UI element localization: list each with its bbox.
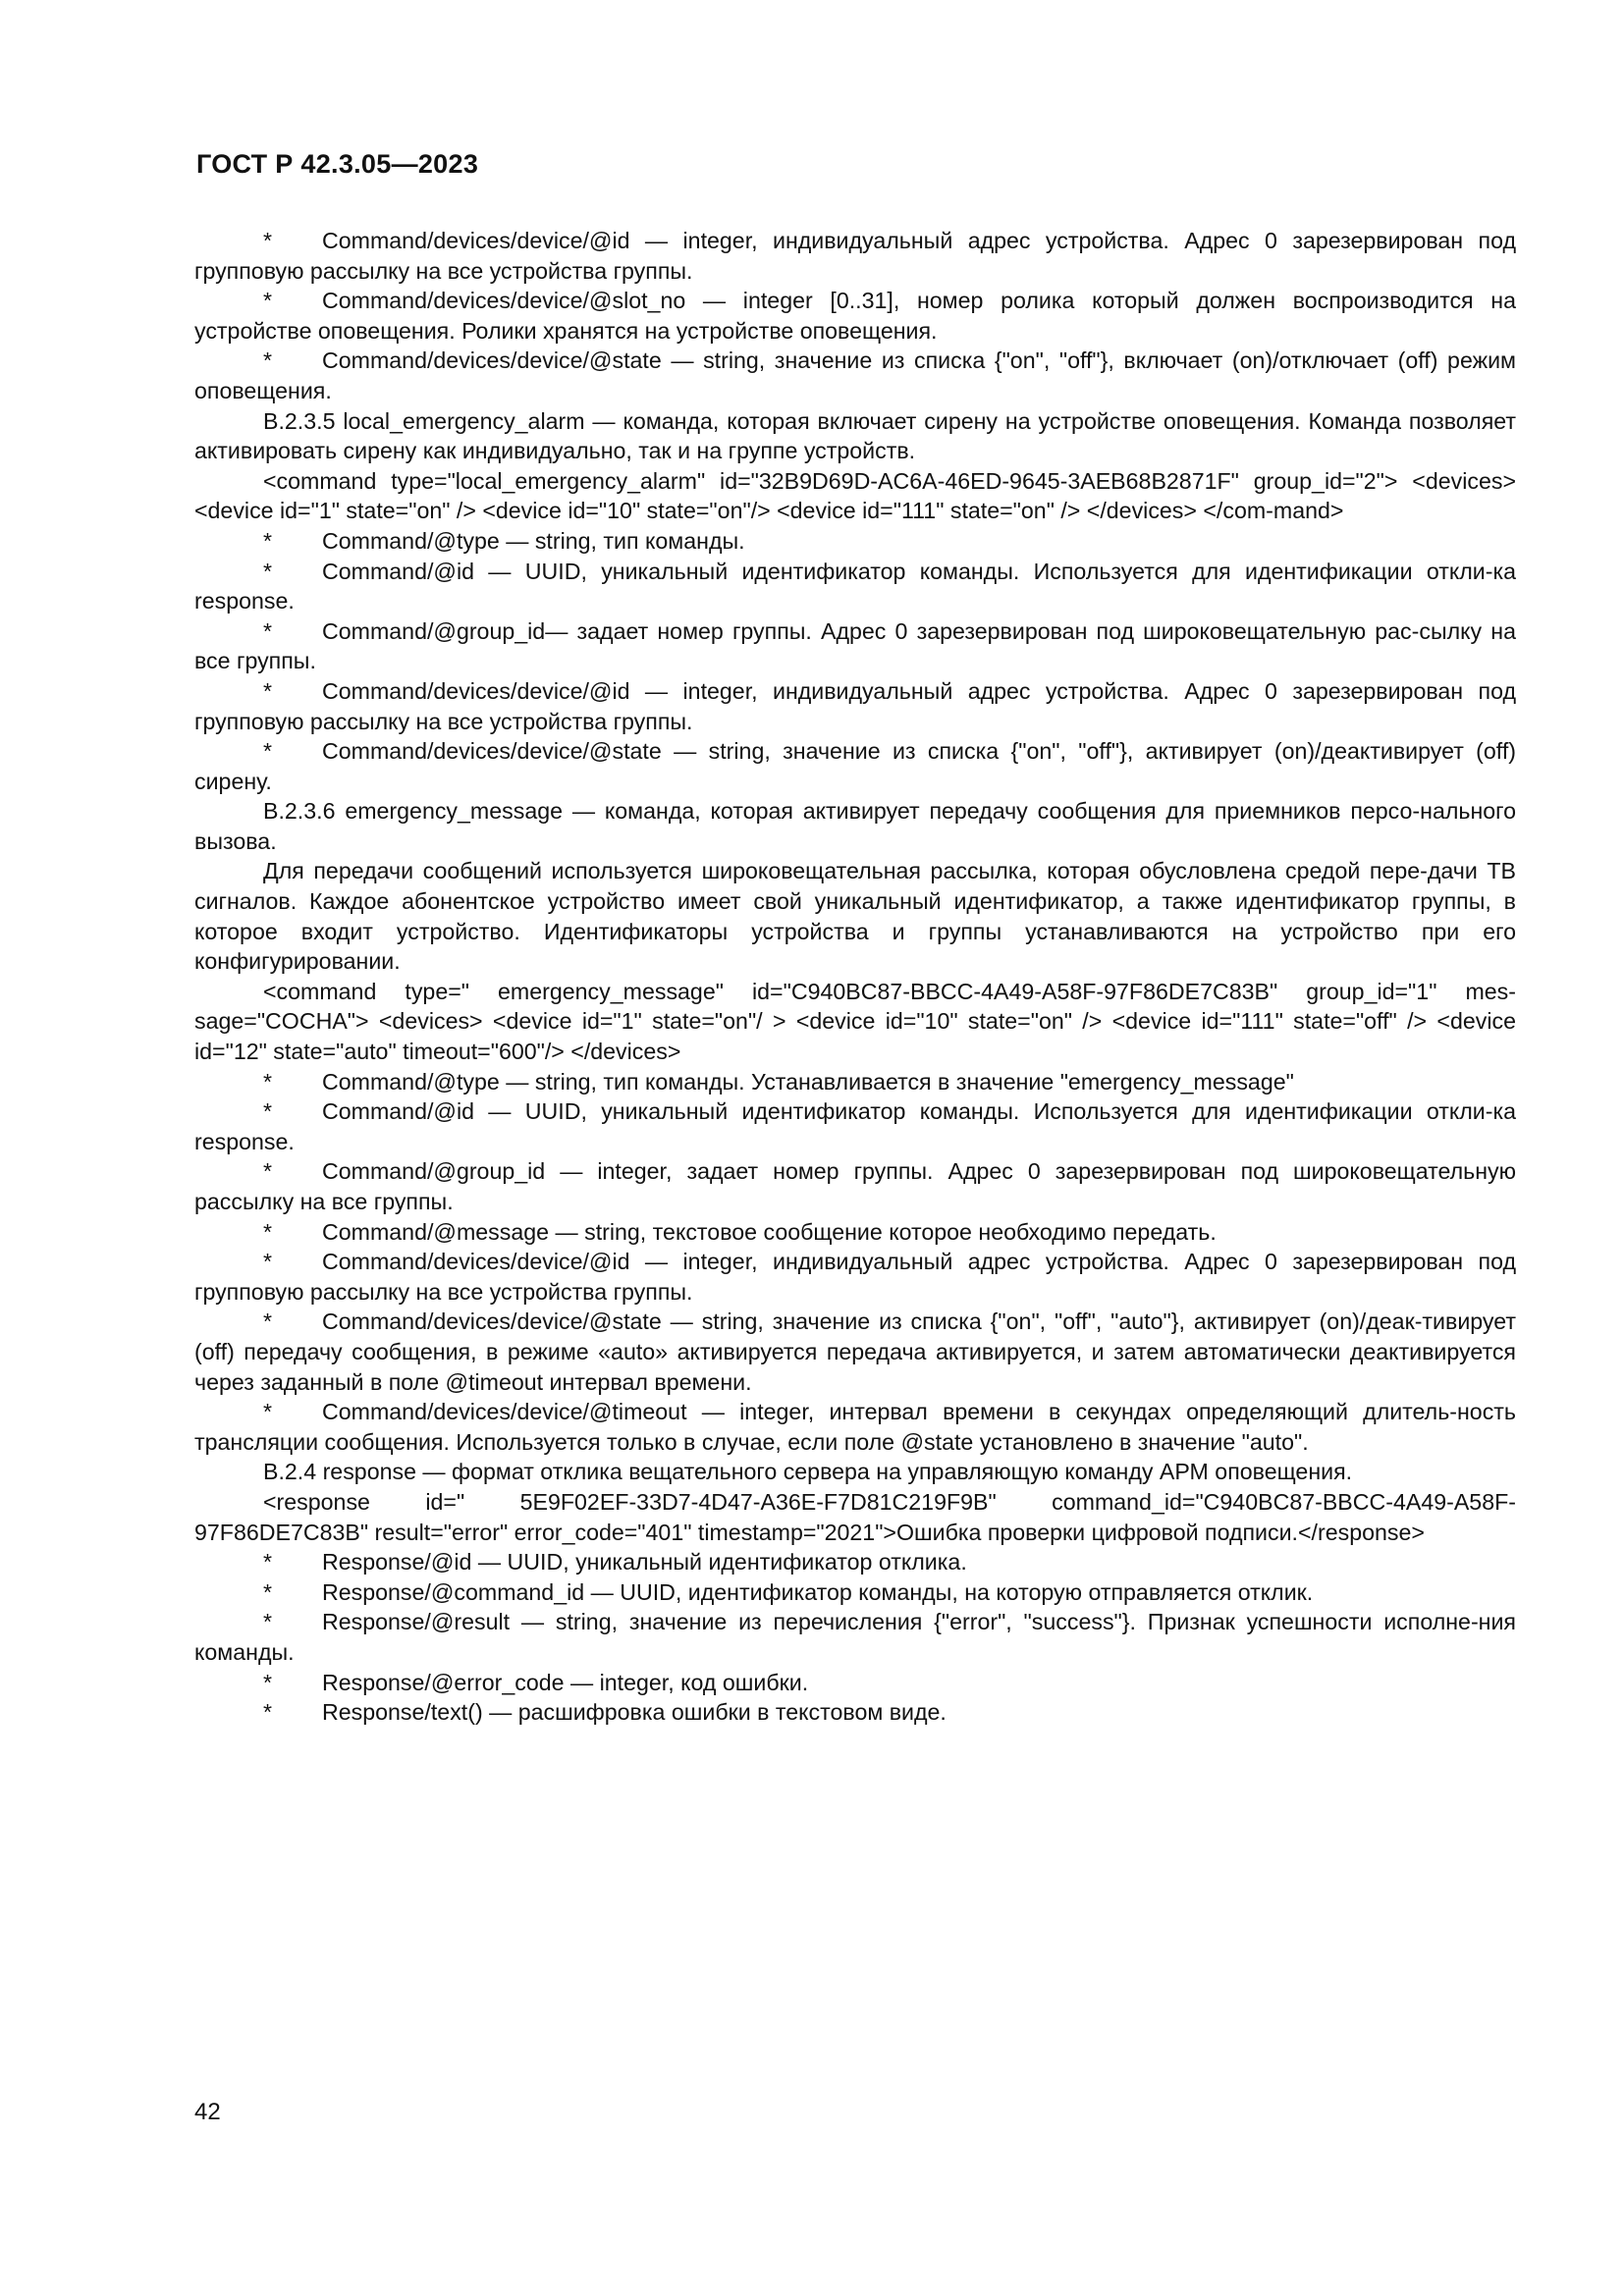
bullet-text: Response/@result — string, значение из перечисления {"error", "success"}. Признак успешности исполне-ния команды. [194,1609,1516,1665]
bullet-text: Command/devices/device/@id — integer, индивидуальный адрес устройства. Адрес 0 зарезервирован под групповую рассылку на все устройства группы. [194,677,1516,734]
bullet-text: Response/text() — расшифровка ошибки в текстовом виде. [322,1699,947,1726]
bullet-symbol: * [263,1669,273,1695]
bullet-item [194,616,1516,676]
bullet-item [194,1397,1516,1457]
bullet-symbol: * [263,738,273,765]
paragraph: B.2.4 response — формат отклика вещательного сервера на управляющую команду АРМ оповещения. [263,1459,1353,1485]
bullet-text: Response/@error_code — integer, код ошибки. [322,1669,809,1695]
bullet-item [194,1547,1516,1577]
bullet-symbol: * [263,617,273,644]
paragraph: B.2.3.5 local_emergency_alarm — команда, которая включает сирену на устройстве оповещения. Команда позволяет активировать сирену как индивидуально, так и на группе устройств. [194,407,1516,464]
bullet-text: Command/devices/device/@state — string, значение из списка {"on", "off"}, включает (on)/отключает (off) режим оповещения. [194,347,1516,403]
bullet-symbol: * [263,288,273,314]
bullet-item [194,286,1516,346]
bullet-text: Command/devices/device/@id — integer, индивидуальный адрес устройства. Адрес 0 зарезервирован под групповую рассылку на все устройства группы. [194,1249,1516,1305]
bullet-text: Command/@group_id— задает номер группы. Адрес 0 зарезервирован под широковещательную рас-сылку на все группы. [194,617,1516,674]
bullet-text: Command/@type — string, тип команды. Устанавливается в значение "emergency_message" [322,1068,1294,1095]
bullet-item [194,557,1516,616]
document-body [194,226,1516,1728]
bullet-symbol: * [263,558,273,584]
bullet-text: Command/@message — string, текстовое сообщение которое необходимо передать. [322,1218,1217,1245]
bullet-symbol: * [263,1549,273,1575]
bullet-symbol: * [263,1399,273,1425]
bullet-item [194,1217,1516,1248]
bullet-text: Command/devices/device/@state — string, значение из списка {"on", "off"}, активирует (on)/деактивирует (off) сирену. [194,738,1516,794]
bullet-item [194,526,1516,557]
bullet-symbol: * [263,1218,273,1245]
bullet-text: Response/@command_id — UUID, идентификатор команды, на которую отправляется отклик. [322,1578,1314,1605]
bullet-symbol: * [263,1578,273,1605]
page-number: 42 [194,2099,221,2125]
bullet-symbol: * [263,347,273,374]
bullet-item [194,676,1516,736]
bullet-text: Response/@id — UUID, уникальный идентификатор отклика. [322,1549,967,1575]
bullet-text: Command/@type — string, тип команды. [322,527,745,554]
document-header: ГОСТ Р 42.3.05—2023 [196,149,479,179]
bullet-text: Command/@group_id — integer, задает номер группы. Адрес 0 зарезервирован под широковещательную рассылку на все группы. [194,1158,1516,1214]
bullet-symbol: * [263,1699,273,1726]
bullet-item [194,1156,1516,1216]
bullet-item [194,1697,1516,1728]
paragraph: <command type="local_emergency_alarm" id="32B9D69D-AC6A-46ED-9645-3AEB68B2871F" group_id="2"> <devices> <device id="1" state="on" /> <device id="10" state="on"/> <device id="111" state="on" /> </devices> </com-mand> [194,467,1516,524]
bullet-symbol: * [263,1308,273,1335]
bullet-symbol: * [263,228,273,253]
bullet-text: Command/devices/device/@id — integer, индивидуальный адрес устройства. Адрес 0 зарезервирован под групповую рассылку на все устройства группы. [194,228,1516,284]
bullet-item [194,736,1516,796]
bullet-symbol: * [263,527,273,554]
bullet-item [194,1307,1516,1397]
bullet-item [194,346,1516,405]
paragraph: <command type=" emergency_message" id="C940BC87-BBCC-4A49-A58F-97F86DE7C83B" group_id="1" mes-sage="COCHA"> <devices> <device id="1" state="on"/ > <device id="10" state="on" /> <device id="111" state="off" /> <device id="12" state="auto" timeout="600"/> </devices> [194,978,1516,1065]
bullet-symbol: * [263,1098,273,1125]
paragraph: <response id=" 5E9F02EF-33D7-4D47-A36E-F7D81C219F9B" command_id="C940BC87-BBCC-4A49-A58F-97F86DE7C83B" result="error" error_code="401" timestamp="2021">Ошибка проверки цифровой подписи.</response> [194,1488,1516,1545]
bullet-item [194,1607,1516,1667]
bullet-symbol: * [263,1068,273,1095]
bullet-item [194,1096,1516,1156]
bullet-item [194,1577,1516,1608]
paragraph: B.2.3.6 emergency_message — команда, которая активирует передачу сообщения для приемников персо-нального вызова. [194,798,1516,854]
bullet-item [194,1247,1516,1307]
paragraph: Для передачи сообщений используется широковещательная рассылка, которая обусловлена средой пере-дачи ТВ сигналов. Каждое абонентское устройство имеет свой уникальный идентификатор, а также идентификатор группы, в которое входит устройство. Идентификаторы устройства и группы устанавливаются на устройство при его конфигурировании. [194,858,1516,975]
bullet-text: Command/devices/device/@state — string, значение из списка {"on", "off", "auto"}, активирует (on)/деак-тивирует (off) передачу сообщения, в режиме «auto» активируется передача активируется, и затем автоматически деактивируется через заданный в поле @timeout интервал времени. [194,1308,1516,1395]
bullet-text: Command/devices/device/@timeout — integer, интервал времени в секундах определяющий длитель-ность трансляции сообщения. Используется только в случае, если поле @state установлено в значение "auto". [194,1399,1516,1455]
bullet-text: Command/@id — UUID, уникальный идентификатор команды. Используется для идентификации откли-ка response. [194,558,1516,614]
bullet-item [194,1067,1516,1097]
bullet-item [194,1668,1516,1698]
bullet-symbol: * [263,677,273,704]
bullet-symbol: * [263,1609,273,1635]
bullet-text: Command/devices/device/@slot_no — integer [0..31], номер ролика который должен воспроизводится на устройстве оповещения. Ролики хранятся на устройстве оповещения. [194,288,1516,344]
bullet-text: Command/@id — UUID, уникальный идентификатор команды. Используется для идентификации откли-ка response. [194,1098,1516,1154]
bullet-item [194,226,1516,286]
bullet-symbol: * [263,1158,273,1185]
bullet-symbol: * [263,1249,273,1275]
